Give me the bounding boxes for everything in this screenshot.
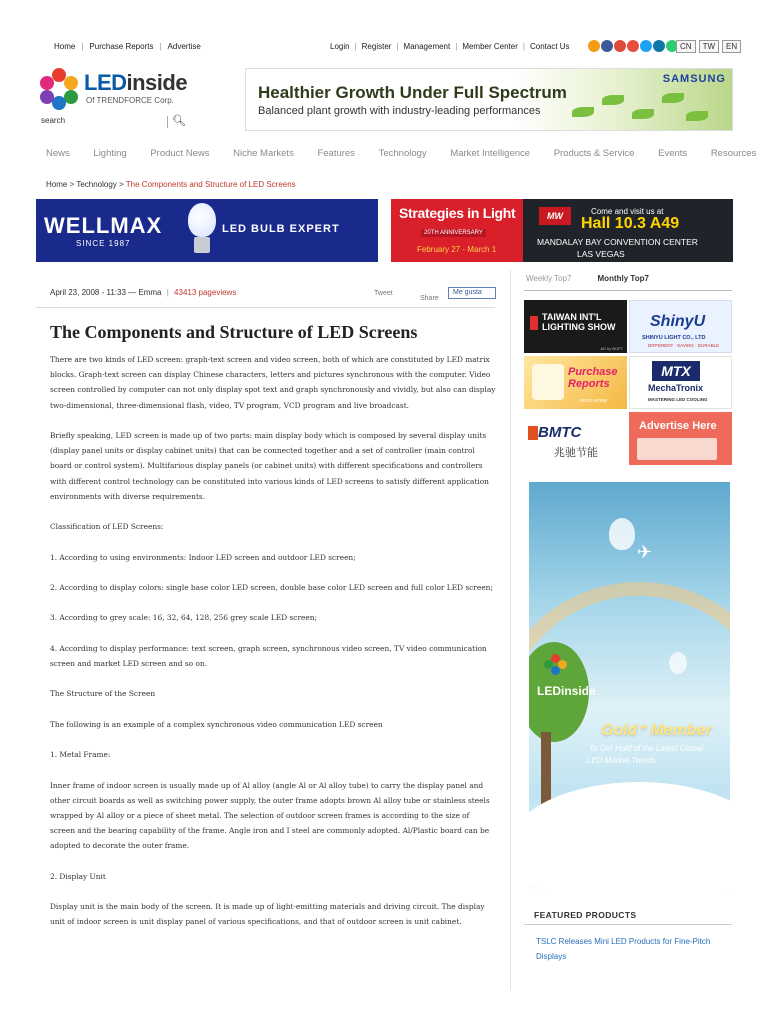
article-paragraph: There are two kinds of LED screen: graph-text screen and video screen, both of which are constituted by LED matrix blocks. Graph-text screen can display Chinese characters, letters and pictures synchronous with the computer. Video screen controlled by computer can not only display spot text and graph synchronously and vividly, but also can display two-dimensional, three-dimensional flash, video, TV program, VCD program and live broadcast.: [50, 355, 496, 410]
sil-anniversary: 20TH ANNIVERSARY: [421, 229, 486, 237]
tabs-divider: [524, 290, 732, 291]
nav-products-service[interactable]: Products & Service: [553, 148, 635, 159]
gold-brand: LEDinside: [537, 684, 596, 698]
advertise-here-ad[interactable]: [629, 412, 732, 465]
sil-visit: Come and visit us at: [591, 207, 664, 216]
contact-us-link[interactable]: Contact Us: [529, 42, 570, 51]
ad-brand: SAMSUNG: [662, 73, 726, 85]
ledinside-mark-icon: [543, 654, 567, 676]
article-paragraph: Briefly speaking, LED screen is made up of two parts: main display body which is composed by several display units (display panel units or display cabinet units) that can be connected together and a set of controller (main control board or control system). Multifarious display panels (or cabinet units) with different specifications and controllers with different control technology can be constituted into various kinds of LED screens to satisfy different application environments with diverse requirements.: [50, 431, 489, 501]
featured-divider: [524, 924, 732, 925]
cloud-decoration: [529, 782, 730, 897]
shinyu-full: SHINYU LIGHT CO., LTD: [642, 335, 706, 341]
sil-venue: MANDALAY BAY CONVENTION CENTER: [537, 237, 698, 247]
lang-tw-button[interactable]: TW: [699, 40, 719, 53]
login-link[interactable]: Login: [330, 42, 350, 51]
top-right-links: [330, 42, 570, 51]
breadcrumb-technology[interactable]: Technology: [76, 180, 117, 189]
gold-line1: To Get Hold of the Latest Global: [589, 744, 703, 753]
featured-products-heading: FEATURED PRODUCTS: [534, 910, 637, 920]
separator: |: [522, 42, 525, 51]
mechatronix-mark: MTX: [652, 361, 700, 381]
purchase-reports-link[interactable]: Purchase Reports: [89, 42, 154, 51]
separator: |: [396, 42, 399, 51]
tweet-button[interactable]: Tweet: [374, 290, 393, 297]
rss-icon[interactable]: [588, 40, 600, 52]
samsung-banner-ad[interactable]: [245, 68, 733, 131]
logo-wordmark: LEDinside: [84, 70, 188, 95]
article-divider: [36, 307, 495, 308]
article-paragraph: The Structure of the Screen: [50, 689, 156, 699]
ad-subline: Balanced plant growth with industry-leading performances: [258, 105, 541, 117]
logo-mark-icon: [40, 68, 78, 108]
lang-en-button[interactable]: EN: [722, 40, 741, 53]
search-box[interactable]: [40, 116, 190, 130]
bmtc-ad[interactable]: [524, 412, 627, 465]
bmtc-mark-icon: [528, 426, 538, 440]
gold-member-ad[interactable]: [529, 482, 730, 897]
management-link[interactable]: Management: [403, 42, 451, 51]
taiwan-flag-icon: [530, 316, 538, 330]
nav-niche-markets[interactable]: Niche Markets: [233, 148, 294, 159]
linkedin-icon[interactable]: [653, 40, 665, 52]
article-title: The Components and Structure of LED Screens: [50, 322, 418, 342]
separator: |: [159, 42, 162, 51]
purchase-line1: Purchase: [568, 366, 618, 378]
article-paragraph: 1. According to using environments: Indoor LED screen and outdoor LED screen;: [50, 552, 356, 562]
breadcrumb: [46, 180, 296, 189]
nav-news[interactable]: News: [46, 148, 70, 159]
shinyu-tagline: DIFFERENT · SAVING · DURABLE: [648, 343, 720, 348]
taiwan-foot: AD by BOFT: [600, 346, 623, 351]
breadcrumb-home[interactable]: Home: [46, 180, 68, 189]
top7-tabs: [526, 274, 649, 283]
bulb-base-icon: [194, 237, 210, 253]
share-button[interactable]: Share: [420, 295, 439, 302]
member-center-link[interactable]: Member Center: [462, 42, 518, 51]
taiwan-line1: TAIWAN INT'L: [542, 312, 602, 322]
twitter-icon[interactable]: [640, 40, 652, 52]
separator: |: [166, 288, 169, 297]
bmtc-chinese-name: 兆驰节能: [554, 447, 598, 459]
gold-member-title: Gold⁺ Member: [601, 722, 712, 739]
article-date: April 23, 2008 - 11:33: [50, 288, 126, 297]
light-bulb-icon: [188, 203, 216, 237]
breadcrumb-current: The Components and Structure of LED Screens: [125, 180, 296, 189]
main-navigation: [46, 148, 757, 162]
purchase-reports-ad[interactable]: [524, 356, 627, 409]
shinyu-ad[interactable]: [629, 300, 732, 353]
article-pageviews: 43413 pageviews: [174, 288, 237, 297]
gold-line2: LED Market Trends: [587, 756, 656, 765]
bmtc-name: BMTC: [538, 424, 582, 441]
bird-icon: ✈︎: [637, 542, 653, 562]
social-icons: [588, 40, 678, 52]
tab-monthly-top7[interactable]: Monthly Top7: [597, 274, 649, 283]
nav-events[interactable]: Events: [658, 148, 688, 159]
sil-dates: February 27 - March 1: [417, 245, 497, 254]
article-paragraph: 1. Metal Frame:: [50, 750, 111, 760]
separator: |: [455, 42, 458, 51]
search-divider: [167, 116, 168, 128]
shinyu-name: ShinyU: [650, 313, 706, 330]
facebook-icon[interactable]: [601, 40, 613, 52]
register-link[interactable]: Register: [361, 42, 392, 51]
balloon-icon: [669, 652, 687, 674]
top-left-links: [54, 42, 201, 51]
wellmax-since: SINCE 1987: [76, 239, 131, 248]
advertise-label: Advertise Here: [639, 420, 717, 432]
nav-resources[interactable]: Resources: [710, 148, 757, 159]
breadcrumb-sep: >: [67, 180, 77, 189]
meta-dash: —: [128, 288, 137, 297]
sil-hall: Hall 10.3 A49: [581, 215, 680, 232]
featured-product-link[interactable]: TSLC Releases Mini LED Products for Fine-Pitch Displays: [536, 937, 711, 961]
wellmax-tagline: LED BULB EXPERT: [222, 223, 340, 235]
strategies-in-light-ad[interactable]: [391, 199, 733, 262]
search-input[interactable]: search: [41, 116, 66, 125]
sil-city: LAS VEGAS: [577, 249, 625, 259]
tab-weekly-top7[interactable]: Weekly Top7: [526, 274, 572, 283]
home-link[interactable]: Home: [54, 42, 76, 51]
ad-headline: Healthier Growth Under Full Spectrum: [258, 83, 567, 102]
mechatronix-name: MechaTronix: [648, 383, 704, 393]
article-paragraph: 3. According to grey scale: 16, 32, 64, 128, 256 grey scale LED screen;: [50, 613, 317, 623]
megaphone-icon: [637, 438, 717, 460]
meanwell-logo: MW: [539, 207, 571, 225]
article-paragraph: Inner frame of indoor screen is usually made up of Al alloy (angle Al or Al alloy tube) to carry the display panel and other circuit boards as well as switching power supply, the outer frame adopts brown Al alloy tube or stainless steels wrapped by Al alloy or a piece of sheet metal. The selection of outdoor screen frames is according to the size of screen and the bearing capability of the frame. Angle iron and I steel are commonly adopted. Al/Plastic board can be adopted to decorate the outer frame.: [50, 780, 490, 851]
article-paragraph: Display unit is the main body of the screen. It is made up of light-emitting materials and driving circuit. The display unit of indoor screen is unit display panel of various specifications, and that of outdoor screen is unit cabinet.: [50, 902, 485, 927]
sil-title: Strategies in Light: [399, 205, 516, 221]
purchase-read-more: READ MORE: [580, 398, 608, 403]
article-paragraph: The following is an example of a complex synchronous video communication LED screen: [50, 719, 383, 729]
lang-cn-button[interactable]: CN: [676, 40, 696, 53]
weibo-icon[interactable]: [627, 40, 639, 52]
mechatronix-ad[interactable]: [629, 356, 732, 409]
taiwan-lighting-show-ad[interactable]: [524, 300, 627, 353]
separator: |: [354, 42, 357, 51]
article-paragraph: Classification of LED Screens:: [50, 522, 164, 532]
nav-technology[interactable]: Technology: [378, 148, 427, 159]
article-author[interactable]: Emma: [138, 288, 162, 297]
taiwan-line2: LIGHTING SHOW: [542, 322, 616, 332]
wellmax-brand: WELLMAX: [44, 213, 163, 238]
mechatronix-tagline: MASTERING LED COOLING: [648, 397, 708, 402]
article-body: [50, 352, 496, 945]
nav-features[interactable]: Features: [317, 148, 355, 159]
top-utility-bar: [48, 40, 738, 54]
separator: |: [81, 42, 84, 51]
google-plus-icon[interactable]: [614, 40, 626, 52]
plant-leaves-icon: [562, 87, 712, 127]
purchase-line2: Reports: [568, 378, 610, 390]
article-meta: [50, 288, 236, 297]
nav-product-news[interactable]: Product News: [150, 148, 210, 159]
nav-lighting[interactable]: Lighting: [93, 148, 127, 159]
sidebar: [510, 270, 734, 990]
like-button[interactable]: Me gusta: [448, 287, 496, 299]
advertise-link[interactable]: Advertise: [167, 42, 201, 51]
breadcrumb-sep: >: [116, 180, 126, 189]
wellmax-banner-ad[interactable]: [36, 199, 378, 262]
site-logo[interactable]: [40, 68, 210, 112]
article-paragraph: 2. Display Unit: [50, 871, 106, 881]
search-icon[interactable]: 🔍︎: [172, 115, 186, 127]
balloon-icon: [609, 518, 635, 550]
logo-subtitle: Of TRENDFORCE Corp.: [86, 96, 174, 105]
language-switcher: [676, 40, 741, 53]
nav-market-intelligence[interactable]: Market Intelligence: [450, 148, 531, 159]
article-paragraph: 4. According to display performance: text screen, graph screen, synchronous video screen, TV video communication screen and market LED screen and so on.: [50, 643, 487, 668]
report-book-icon: [532, 364, 564, 400]
article-paragraph: 2. According to display colors: single base color LED screen, double base color LED screen and full color LED screen;: [50, 582, 493, 592]
